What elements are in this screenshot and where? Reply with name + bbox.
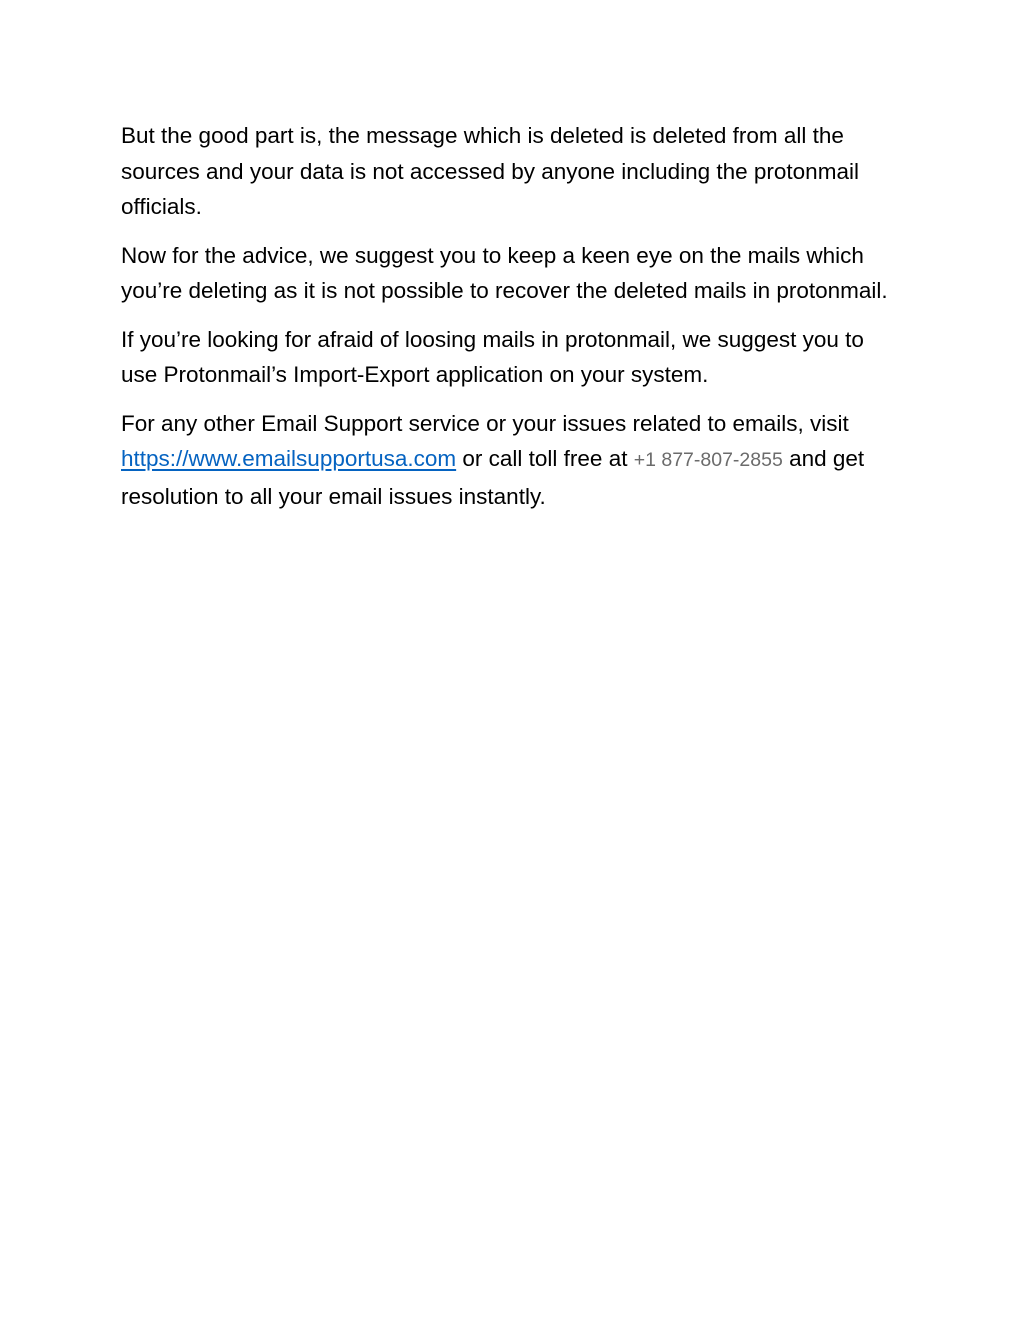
support-website-link[interactable]: https://www.emailsupportusa.com [121,446,457,471]
toll-free-phone-number: +1 877-807-2855 [633,449,783,471]
paragraph-support-contact [121,406,896,515]
document-body [121,118,896,527]
paragraph-deleted-messages: But the good part is, the message which is deleted is deleted from all the sources and your data is not accessed by anyone including the protonmail officials. [121,123,859,219]
support-text-after-link: or call toll free at [456,446,634,471]
support-text-after-phone: and get resolution to all your email issues instantly. [121,446,865,509]
paragraph-advice: Now for the advice, we suggest you to keep a keen eye on the mails which you’re deleting as it is not possible to recover the deleted mails in protonmail. [121,242,888,303]
support-text-before-link: For any other Email Support service or your issues related to emails, visit [121,410,849,436]
paragraph-import-export: If you’re looking for afraid of loosing mails in protonmail, we suggest you to use Protonmail’s Import-Export application on your system. [121,326,864,387]
